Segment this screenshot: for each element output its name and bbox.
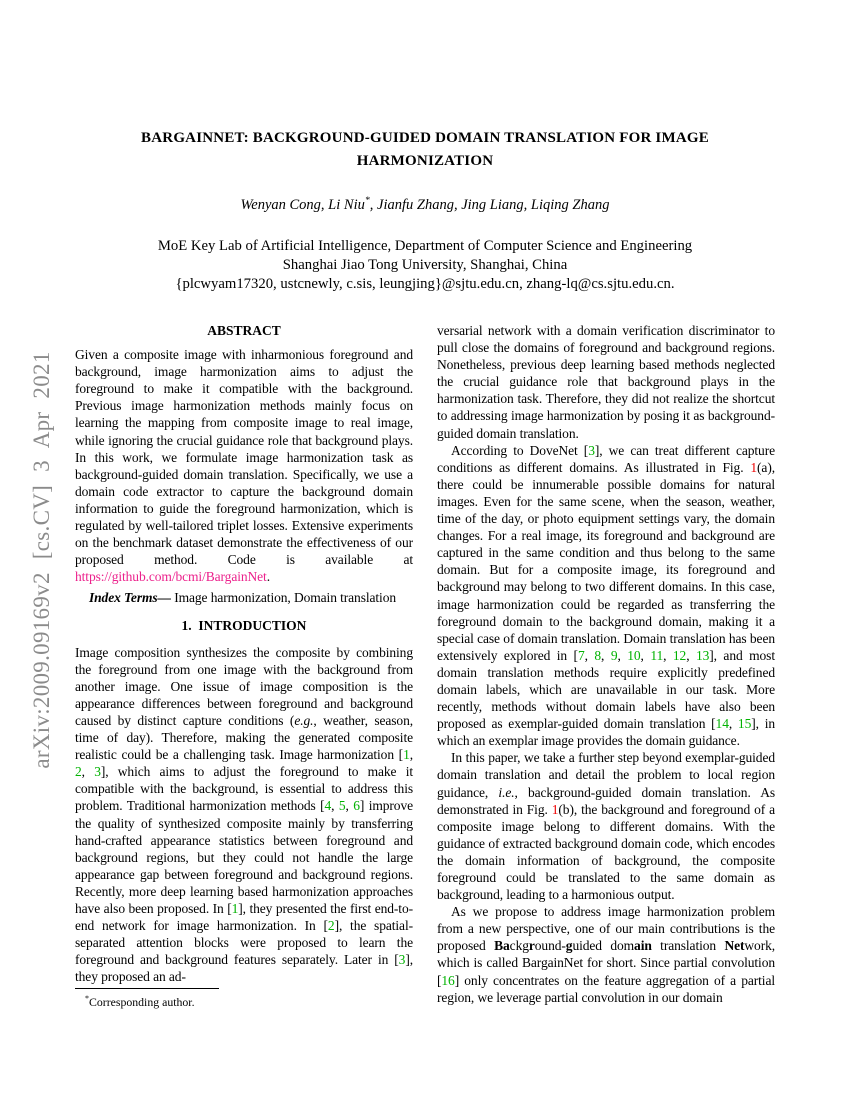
text-run: , Jianfu Zhang, Jing Liang, Liqing Zhang	[369, 196, 610, 213]
text-run: According to DoveNet [	[451, 442, 589, 458]
text-run: ound-	[534, 938, 566, 954]
citation-link[interactable]: 9	[610, 647, 618, 663]
text-run: work, which is called BargainNet for short. Since partial convolution [	[437, 938, 776, 988]
figure-ref-link[interactable]: 1	[750, 459, 758, 475]
citation-link[interactable]: 10	[627, 647, 641, 663]
text-run: ] only concentrates on the feature aggregation of a partial region, we leverage partial convolution in our domain	[437, 972, 775, 1005]
text-run: ain	[634, 938, 652, 954]
text-run: ckg	[509, 938, 529, 954]
text-run: *	[85, 994, 90, 1003]
paper-header	[0, 127, 850, 294]
text-run: Corresponding author.	[89, 994, 195, 1009]
text-run: ], the spatial-separated attention blocks were proposed to learn the foreground and background features separately. Later in [	[75, 918, 413, 968]
text-run: ,	[663, 647, 673, 663]
text-run: uided dom	[572, 938, 635, 954]
paper-title	[0, 127, 850, 173]
left-column	[75, 322, 413, 985]
text-run: ,	[728, 716, 738, 732]
footnote-text	[75, 994, 413, 1010]
text-run: ,	[617, 647, 628, 663]
affiliation-line-1: MoE Key Lab of Artificial Intelligence, Department of Computer Science and Engineering	[157, 237, 693, 254]
citation-link[interactable]: 3	[94, 764, 101, 780]
text-run: In this paper, we take a further step beyond exemplar-guided domain translation and detail the problem to local region guidance,	[437, 750, 775, 800]
text-run: ,	[686, 647, 696, 663]
text-run: versarial network with a domain verification discriminator to pull close the domains of foreground and background regions. Nonetheless, previous deep learning based methods neglected the crucial guidance role that background plays in the harmonization task. Therefore, they did not realize the shortcut to addressing image harmonization by posing it as background-guided domain translation.	[437, 323, 775, 441]
text-run: .	[266, 569, 270, 585]
citation-link[interactable]: 1	[403, 747, 410, 763]
citation-link[interactable]: 2	[75, 764, 82, 780]
text-run: ,	[601, 647, 611, 663]
text-run: Wenyan Cong, Li Niu	[240, 196, 365, 213]
affiliation-block	[0, 237, 850, 295]
right-column-paragraph-2	[437, 442, 775, 750]
text-run: ], which aims to adjust the foreground to make it compatible with the background, is essential to address this problem. Traditional harmonization methods [	[75, 764, 413, 814]
text-run: ,	[345, 798, 354, 814]
text-run: r	[528, 938, 535, 954]
citation-link[interactable]: 11	[650, 647, 664, 663]
text-run: ], they proposed an ad-	[75, 952, 413, 985]
right-column-paragraph-4	[437, 903, 775, 1006]
citation-link[interactable]: 5	[338, 798, 346, 814]
text-run: (b), the background and foreground of a composite image belong to different domains. With the guidance of extracted background domain code, which encodes the domain information of background, the composite foreground could be translated to the same domain as background, leading to a harmonious output.	[437, 801, 776, 903]
text-run: , weather, season, time of day). Therefore, making the generated composite realistic could be a challenging task. Image harmonization [	[75, 712, 414, 763]
text-run: g	[565, 938, 573, 954]
url-link[interactable]: https://github.com/bcmi/BargainNet	[75, 569, 267, 585]
citation-link[interactable]: 15	[737, 716, 752, 732]
citation-link[interactable]: 4	[324, 798, 332, 814]
figure-ref-link[interactable]: 1	[551, 801, 559, 817]
text-run: ], in which an exemplar image provides the domain guidance.	[437, 716, 775, 749]
text-run: *	[364, 195, 370, 206]
arxiv-watermark: arXiv:2009.09169v2 [cs.CV] 3 Apr 2021	[29, 351, 54, 769]
citation-link[interactable]: 12	[672, 647, 687, 663]
text-run: Image harmonization, Domain translation	[174, 590, 397, 606]
abstract-body	[75, 346, 413, 585]
text-run: , background-guided domain translation. As demonstrated in Fig.	[437, 784, 775, 817]
text-run: ,	[640, 647, 651, 663]
right-column-paragraph-1	[437, 322, 775, 442]
text-run: ,	[409, 747, 413, 763]
paper-title-line-1: BARGAINNET: BACKGROUND-GUIDED DOMAIN TRANSLATION FOR IMAGE	[141, 130, 709, 146]
citation-link[interactable]: 6	[353, 798, 360, 814]
citation-link[interactable]: 13	[695, 647, 710, 663]
citation-link[interactable]: 8	[594, 647, 602, 663]
right-column	[437, 322, 775, 1006]
affiliation-line-2: Shanghai Jiao Tong University, Shanghai, China	[282, 257, 568, 274]
text-run: ], and most domain translation methods require explicitly predefined domain labels, which are unavailable in our task. More recently, methods without domain labels have also been proposed as exemplar-guided domain translation [	[437, 647, 775, 732]
footnote-rule	[75, 988, 219, 989]
text-run: ] improve the quality of synthesized composite mainly by transferring hand-crafted appearance statistics between foreground and background regions, but they could not handle the large appearance gap between foreground and background regions. Recently, more deep learning based harmonization approaches have also been proposed. In [	[75, 798, 413, 916]
citation-link[interactable]: 1	[231, 901, 239, 916]
right-column-paragraph-3	[437, 749, 775, 903]
text-run: i.e.	[498, 784, 515, 800]
text-run: Image composition synthesizes the composite by combining the foreground from one image with the background from another image. One issue of image composition is the appearance differences between foreground and background caused by distinct capture conditions (	[75, 644, 413, 728]
text-run: Index Terms—	[89, 590, 175, 606]
text-run: (a), there could be innumerable possible domains for natural images. Even for the same scene, when the season, weather, time of the day, or photo equipment settings vary, the domain changes. For a real image, its foreground and background are captured in the same condition and thus belong to the same domain. But for a composite image, its foreground and background may belong to two different domains. In this case, image harmonization could be regarded as transferring the foreground domain to the background domain, making it a special case of domain translation. Domain translation has been extensively explored in [	[437, 459, 775, 663]
text-run: Given a composite image with inharmonious foreground and background, image harmonization aims to adjust the foreground to make it compatible with the background. Previous image harmonization methods mainly focus on learning the mapping from composite image to real image, while ignoring the crucial guidance role that background plays. In this work, we formulate image harmonization task as background-guided domain translation. Specifically, we use a domain code extractor to capture the background domain information to guide the foreground harmonization, which is regulated by well-tailored triplet losses. Extensive experiments on the benchmark dataset demonstrate the effectiveness of our proposed method. Code is available at	[75, 347, 413, 568]
citation-link[interactable]: 14	[715, 716, 729, 732]
text-run: ,	[81, 764, 95, 780]
footnote	[75, 988, 413, 1010]
citation-link[interactable]: 7	[577, 647, 585, 663]
text-run: Ba	[494, 938, 510, 954]
text-run: ], they presented the first end-to-end network for image harmonization. In [	[75, 901, 414, 934]
text-run: ,	[584, 647, 595, 663]
text-run: e.g.	[294, 712, 314, 728]
text-run: translation	[651, 938, 725, 954]
introduction-paragraph-1	[75, 644, 413, 986]
citation-link[interactable]: 16	[441, 972, 455, 988]
citation-link[interactable]: 2	[327, 918, 335, 934]
index-terms	[75, 589, 413, 606]
introduction-heading: 1. INTRODUCTION	[181, 617, 307, 633]
authors-line	[0, 195, 850, 214]
citation-link[interactable]: 3	[588, 442, 595, 458]
text-run: As we propose to address image harmonization problem from a new perspective, one of our main contributions is the proposed	[437, 904, 775, 954]
affiliation-line-3: {plcwyam17320, ustcnewly, c.sis, leungjing}@sjtu.edu.cn, zhang-lq@cs.sjtu.edu.cn.	[175, 276, 675, 293]
citation-link[interactable]: 3	[398, 952, 406, 968]
text-run: Net	[724, 938, 745, 954]
abstract-heading: ABSTRACT	[207, 323, 281, 338]
text-run: ], we can treat different capture conditions as different domains. As illustrated in Fig.	[437, 442, 775, 475]
paper-title-line-2: HARMONIZATION	[356, 153, 494, 169]
text-run: ,	[331, 798, 339, 814]
